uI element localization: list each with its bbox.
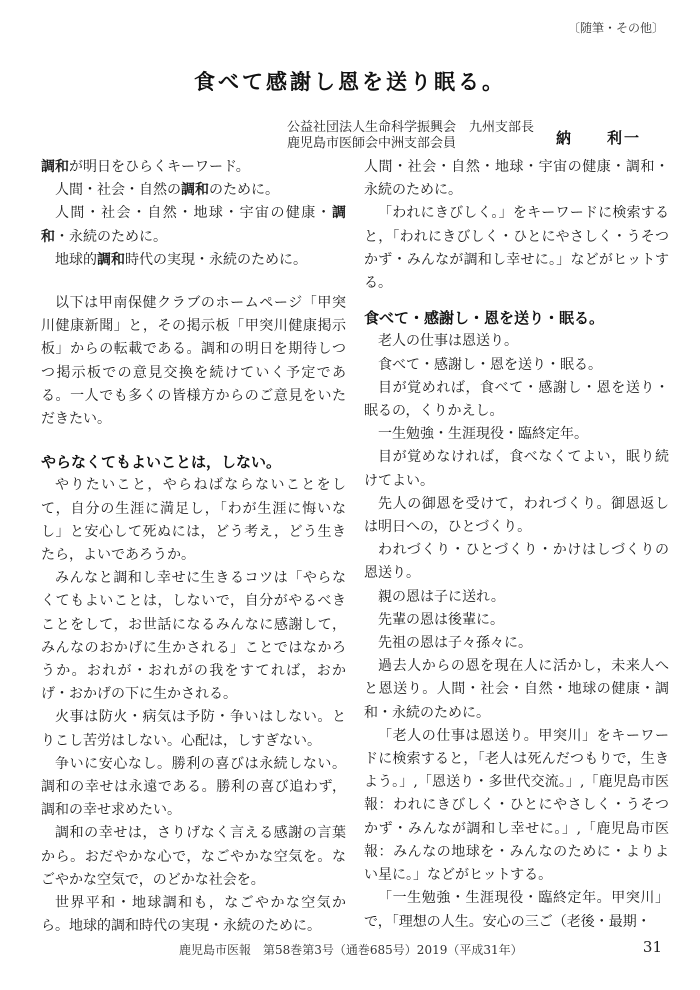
paragraph: 世界平和・地球調和も，なごやかな空気から。地球的調和時代の実現・永続のために。: [41, 895, 346, 935]
paragraph: 目が覚めなければ，食べなくてよい，眠り続けてよい。: [364, 449, 669, 489]
paragraph: 先輩の恩は後輩に。: [378, 611, 504, 628]
paragraph: 火事は防火・病気は予防・争いはしない。とりこし苦労はしない。心配は，しすぎない。: [41, 709, 346, 749]
paragraph: 「われにきびしく。」をキーワードに検索すると，「われにきびしく・ひとにやさしく・うそつかず・みんなが調和し幸せに。」などがヒットする。: [364, 205, 669, 292]
article-title: 食べて感謝し恩を送り眠る。: [194, 70, 506, 94]
page-number: 31: [642, 938, 662, 956]
paragraph: 「老人の仕事は恩送り。甲突川」をキーワードに検索すると，「老人は死んだつもりで，生きよう。」,「恩送り・多世代交流。」,「鹿児島市医報：われにきびしく・ひとにやさしく・うそつかず・みんなが調和し幸せに。」,「鹿児島市医報：みんなの地球を・みんなのために・よりよい星に。」などがヒットする。: [364, 727, 669, 884]
text: 人間・社会・自然・地球・宇宙の健康・: [55, 205, 332, 222]
paragraph: 先祖の恩は子々孫々に。: [378, 635, 532, 652]
paragraph: 目が覚めれば，食べて・感謝し・恩を送り・眠るの，くりかえし。: [364, 379, 669, 420]
left-column: [41, 156, 346, 939]
paragraph: [41, 179, 346, 202]
paragraph: 一生勉強・生涯現役・臨終定年。: [378, 426, 588, 443]
journal-footer: 鹿児島市医報 第58巻第3号（通巻685号）2019（平成31年）: [179, 943, 523, 957]
paragraph: 親の恩は子に送れ。: [378, 588, 505, 605]
emphasis: 調和: [41, 205, 346, 245]
paragraph: われづくり・ひとづくり・かけはしづくりの恩送り。: [364, 542, 669, 582]
paragraph: やりたいこと，やらねばならないことをして，自分の生涯に満足し，「わが生涯に悔いなし」と安心して死ぬには，どう考え，どう生きたら，よいであろうか。: [41, 477, 346, 564]
paragraph: 「一生勉強・生涯現役・臨終定年。甲突川」で，「理想の人生。安心の三ご（老後・最期・: [364, 890, 669, 930]
emphasis: 調和: [181, 182, 209, 199]
affiliation-line-1: 公益社団法人生命科学振興会 九州支部長: [287, 120, 535, 135]
paragraph: [41, 249, 346, 272]
paragraph: 争いに安心なし。勝利の喜びは永続しない。調和の幸せは永遠である。勝利の喜び追わず，調和の幸せ求めたい。: [41, 755, 346, 819]
paragraph: [41, 156, 346, 179]
text: 地球的: [55, 251, 97, 268]
text: 時代の実現・永続のために。: [125, 251, 307, 268]
paragraph: みんなと調和し幸せに生きるコツは「やらなくてもよいことは，しないで，自分がやるべきことをして，お世話になるみんなに感謝して，みんなのおかげに生かされる」ことではなかろうか。おれが・おれがの我をすてれば，おかげ・おかげの下に生かされる。: [41, 570, 346, 703]
text: 人間・社会・自然の: [55, 182, 181, 199]
author-affiliation: [287, 120, 534, 152]
paragraph: 食べて・感謝し・恩を送り・眠る。: [378, 356, 602, 373]
paragraph: 調和の幸せは，さりげなく言える感謝の言葉から。おだやかな心で，なごやかな空気を。なごやかな空気で，のどかな社会を。: [41, 825, 346, 888]
section-category: 〔随筆・その他〕: [567, 21, 664, 35]
section-heading: 食べて・感謝し・恩を送り・眠る。: [364, 309, 605, 328]
emphasis: 調和: [97, 251, 125, 268]
paragraph: 先人の御恩を受けて，われづくり。御恩返しは明日への，ひとづくり。: [364, 495, 669, 536]
text: ・永続のために。: [55, 228, 167, 245]
right-column: [364, 156, 669, 934]
paragraph: 老人の仕事は恩送り。: [378, 333, 518, 350]
paragraph: 以下は甲南保健クラブのホームページ「甲突川健康新聞」と，その掲示板「甲突川健康掲示板」からの転載である。調和の明日を期待しつつ掲示板での意見交換を続けていく予定である。一人でも多くの皆様方からのご意見をいただきたい。: [41, 295, 346, 428]
emphasis: 調和: [41, 159, 69, 175]
affiliation-line-2: 鹿児島市医師会中洲支部会員: [287, 136, 457, 151]
text: のために。: [209, 182, 279, 199]
paragraph: 人間・社会・自然・地球・宇宙の健康・調和・永続のために。: [364, 159, 669, 199]
paragraph: [41, 202, 346, 248]
section-heading: やらなくてもよいことは，しない。: [41, 453, 282, 472]
text: が明日をひらくキーワード。: [69, 159, 250, 175]
paragraph: 過去人からの恩を現在人に活かし，未来人へと恩送り。人間・社会・自然・地球の健康・調和・永続のために。: [364, 658, 669, 721]
author-name: 納 利一: [556, 129, 642, 147]
